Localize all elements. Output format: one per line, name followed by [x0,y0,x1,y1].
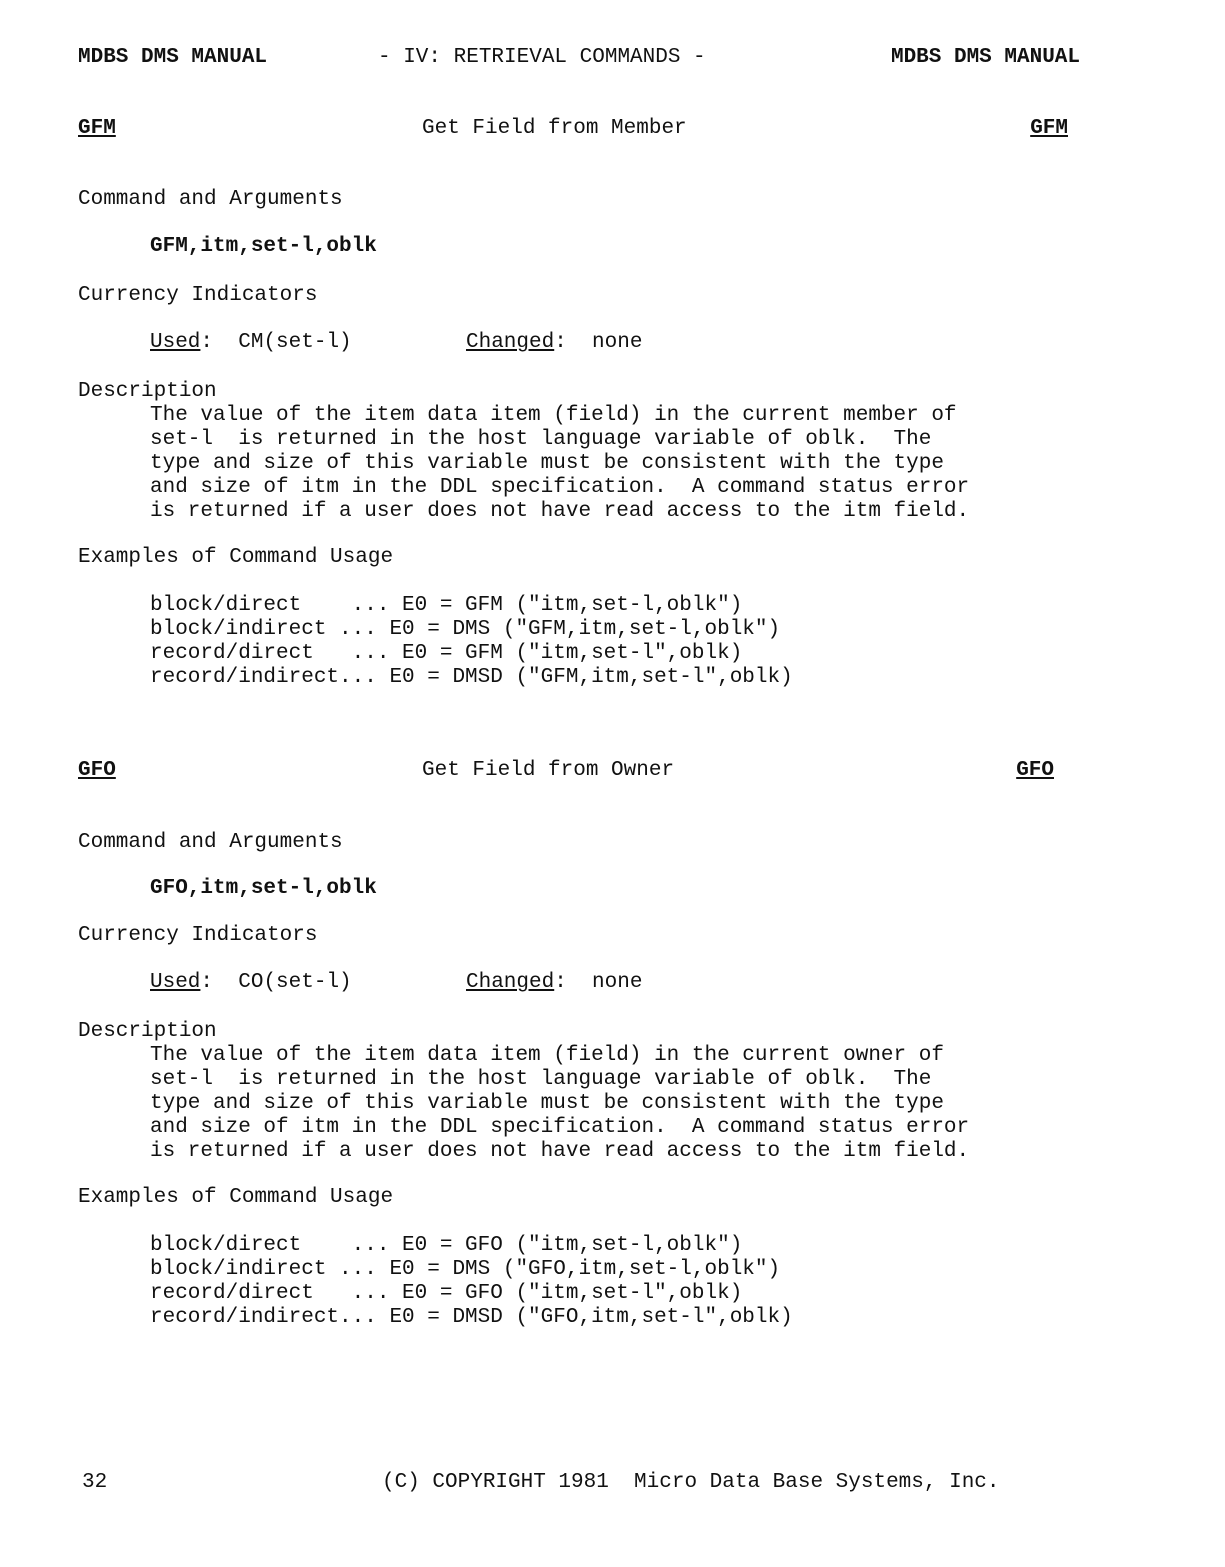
section-title: Get Field from Owner [422,759,675,782]
command-heading: Command and Arguments [78,188,343,211]
currency-heading: Currency Indicators [78,284,318,307]
example-line: block/direct ... E0 = GFO ("itm,set-l,oblk") [150,1234,743,1257]
used-value: CM(set-l) [238,331,352,354]
example-line: block/direct ... E0 = GFM ("itm,set-l,oblk") [150,594,743,617]
description-line: The value of the item data item (field) in the current owner of [150,1044,944,1067]
header-right: MDBS DMS MANUAL [890,46,1080,69]
example-line: record/direct ... E0 = GFM ("itm,set-l",oblk) [150,642,743,665]
section-code-right: GFO [1016,759,1054,782]
description-line: and size of itm in the DDL specification. A command status error [150,476,970,499]
description-line: set-l is returned in the host language variable of oblk. The [150,428,932,451]
description-heading: Description [78,380,217,403]
changed-label: Changed [466,971,555,994]
currency-heading: Currency Indicators [78,924,318,947]
command-syntax: GFO,itm,set-l,oblk [150,877,377,900]
header-center: - IV: RETRIEVAL COMMANDS - [378,46,706,69]
description-line: set-l is returned in the host language variable of oblk. The [150,1068,932,1091]
copyright-notice: (C) COPYRIGHT 1981 Micro Data Base Systems, Inc. [382,1471,1000,1494]
example-line: record/indirect... E0 = DMSD ("GFO,itm,set-l",oblk) [150,1306,793,1329]
description-line: The value of the item data item (field) in the current member of [150,404,957,427]
description-line: is returned if a user does not have read access to the itm field. [150,500,970,523]
currency-changed: Changed: none [466,971,643,994]
command-heading: Command and Arguments [78,831,343,854]
currency-used: Used: CM(set-l) [150,331,352,354]
description-heading: Description [78,1020,217,1043]
section-code-right: GFM [1030,117,1068,140]
used-value: CO(set-l) [238,971,352,994]
header-left: MDBS DMS MANUAL [78,46,268,69]
command-syntax: GFM,itm,set-l,oblk [150,235,377,258]
examples-heading: Examples of Command Usage [78,546,394,569]
page-number: 32 [82,1471,108,1494]
description-line: type and size of this variable must be consistent with the type [150,452,944,475]
section-title: Get Field from Member [422,117,687,140]
used-label: Used [150,331,201,354]
description-line: type and size of this variable must be consistent with the type [150,1092,944,1115]
currency-used: Used: CO(set-l) [150,971,352,994]
currency-changed: Changed: none [466,331,643,354]
example-line: block/indirect ... E0 = DMS ("GFO,itm,set-l,oblk") [150,1258,781,1281]
example-line: record/indirect... E0 = DMSD ("GFM,itm,set-l",oblk) [150,666,793,689]
example-line: block/indirect ... E0 = DMS ("GFM,itm,set-l,oblk") [150,618,781,641]
used-label: Used [150,971,201,994]
description-line: is returned if a user does not have read access to the itm field. [150,1140,970,1163]
description-line: and size of itm in the DDL specification. A command status error [150,1116,970,1139]
changed-label: Changed [466,331,555,354]
examples-heading: Examples of Command Usage [78,1186,394,1209]
example-line: record/direct ... E0 = GFO ("itm,set-l",oblk) [150,1282,743,1305]
section-code-left: GFO [78,759,116,782]
changed-value: none [592,971,643,994]
changed-value: none [592,331,643,354]
section-code-left: GFM [78,117,116,140]
